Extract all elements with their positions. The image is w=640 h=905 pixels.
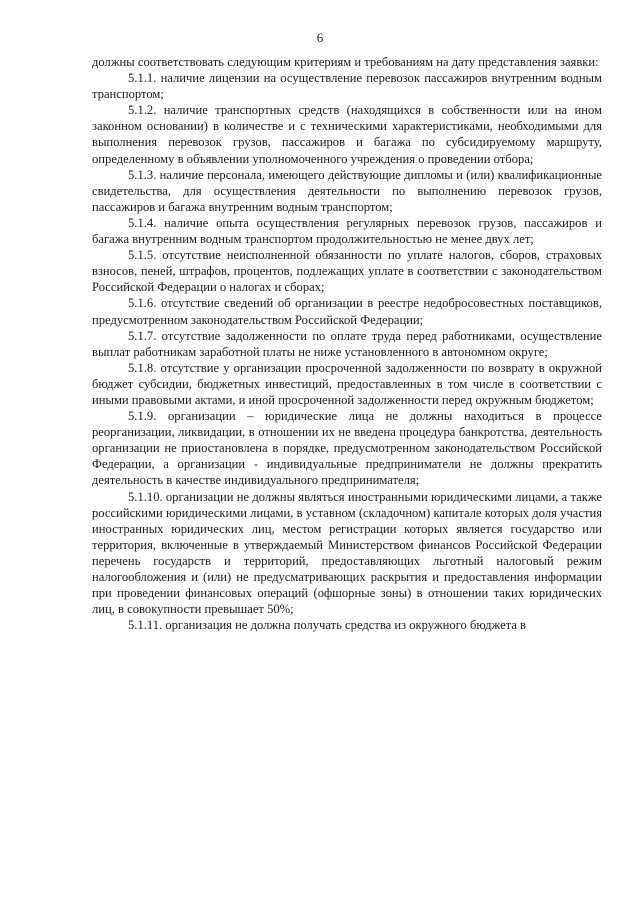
paragraph-5-1-2: 5.1.2. наличие транспортных средств (находящихся в собственности или на ином законном основании) в количестве и с техническими характеристиками, необходимыми для выполнения перевозок грузов, пассажиров и багажа по субсидируемому маршруту, определенному в объявлении уполномоченного учреждения о проведении отбора; (92, 103, 602, 166)
paragraph-intro: должны соответствовать следующим критериям и требованиям на дату представления заявки: (92, 55, 599, 69)
paragraph-5-1-9: 5.1.9. организации – юридические лица не должны находиться в процессе реорганизации, ликвидации, в отношении их не введена процедура банкротства, деятельность организации не приостановлена в порядке, предусмотренном законодательством Российской Федерации, а организации - индивидуальные предприниматели не должны прекратить деятельность в качестве индивидуального предпринимателя; (92, 409, 602, 488)
document-body (92, 54, 602, 633)
paragraph-5-1-5: 5.1.5. отсутствие неисполненной обязанности по уплате налогов, сборов, страховых взносов, пеней, штрафов, процентов, подлежащих уплате в соответствии с законодательством Российской Федерации о налогах и сборах; (92, 248, 602, 295)
paragraph-5-1-3: 5.1.3. наличие персонала, имеющего действующие дипломы и (или) квалификационные свидетельства, для осуществления деятельности по выполнению перевозок грузов, пассажиров и багажа внутренним водным транспортом; (92, 167, 602, 214)
page-number: 6 (316, 30, 324, 45)
paragraph-5-1-4: 5.1.4. наличие опыта осуществления регулярных перевозок грузов, пассажиров и багажа внутренним водным транспортом продолжительностью не менее двух лет; (92, 215, 602, 247)
paragraph-5-1-6: 5.1.6. отсутствие сведений об организации в реестре недобросовестных поставщиков, предусмотренном законодательством Российской Федерации; (92, 296, 602, 327)
paragraph-5-1-11: 5.1.11. организация не должна получать средства из окружного бюджета в (128, 618, 527, 633)
paragraph-5-1-7: 5.1.7. отсутствие задолженности по оплате труда перед работниками, осуществление выплат работникам заработной платы не ниже установленного в автономном округе; (92, 328, 602, 359)
paragraph-5-1-10: 5.1.10. организации не должны являться иностранными юридическими лицами, а также российскими юридическими лицами, в уставном (складочном) капитале которых доля участия иностранных юридических лиц, местом регистрации которых является государство или территория, включенные в утверждаемый Министерством финансов Российской Федерации перечень государств и территорий, предоставляющих льготный налоговый режим налогообложения и (или) не предусматривающих раскрытия и предоставления информации при проведении финансовых операций (офшорные зоны) в отношении таких юридических лиц, в совокупности превышает 50%; (92, 489, 602, 617)
paragraph-5-1-8: 5.1.8. отсутствие у организации просроченной задолженности по возврату в окружной бюджет субсидии, бюджетных инвестиций, предоставленных в том числе в соответствии с иными правовыми актами, и иной просроченной задолженности перед окружным бюджетом; (92, 360, 602, 407)
paragraph-5-1-1: 5.1.1. наличие лицензии на осуществление перевозок пассажиров внутренним водным транспортом; (92, 71, 602, 102)
